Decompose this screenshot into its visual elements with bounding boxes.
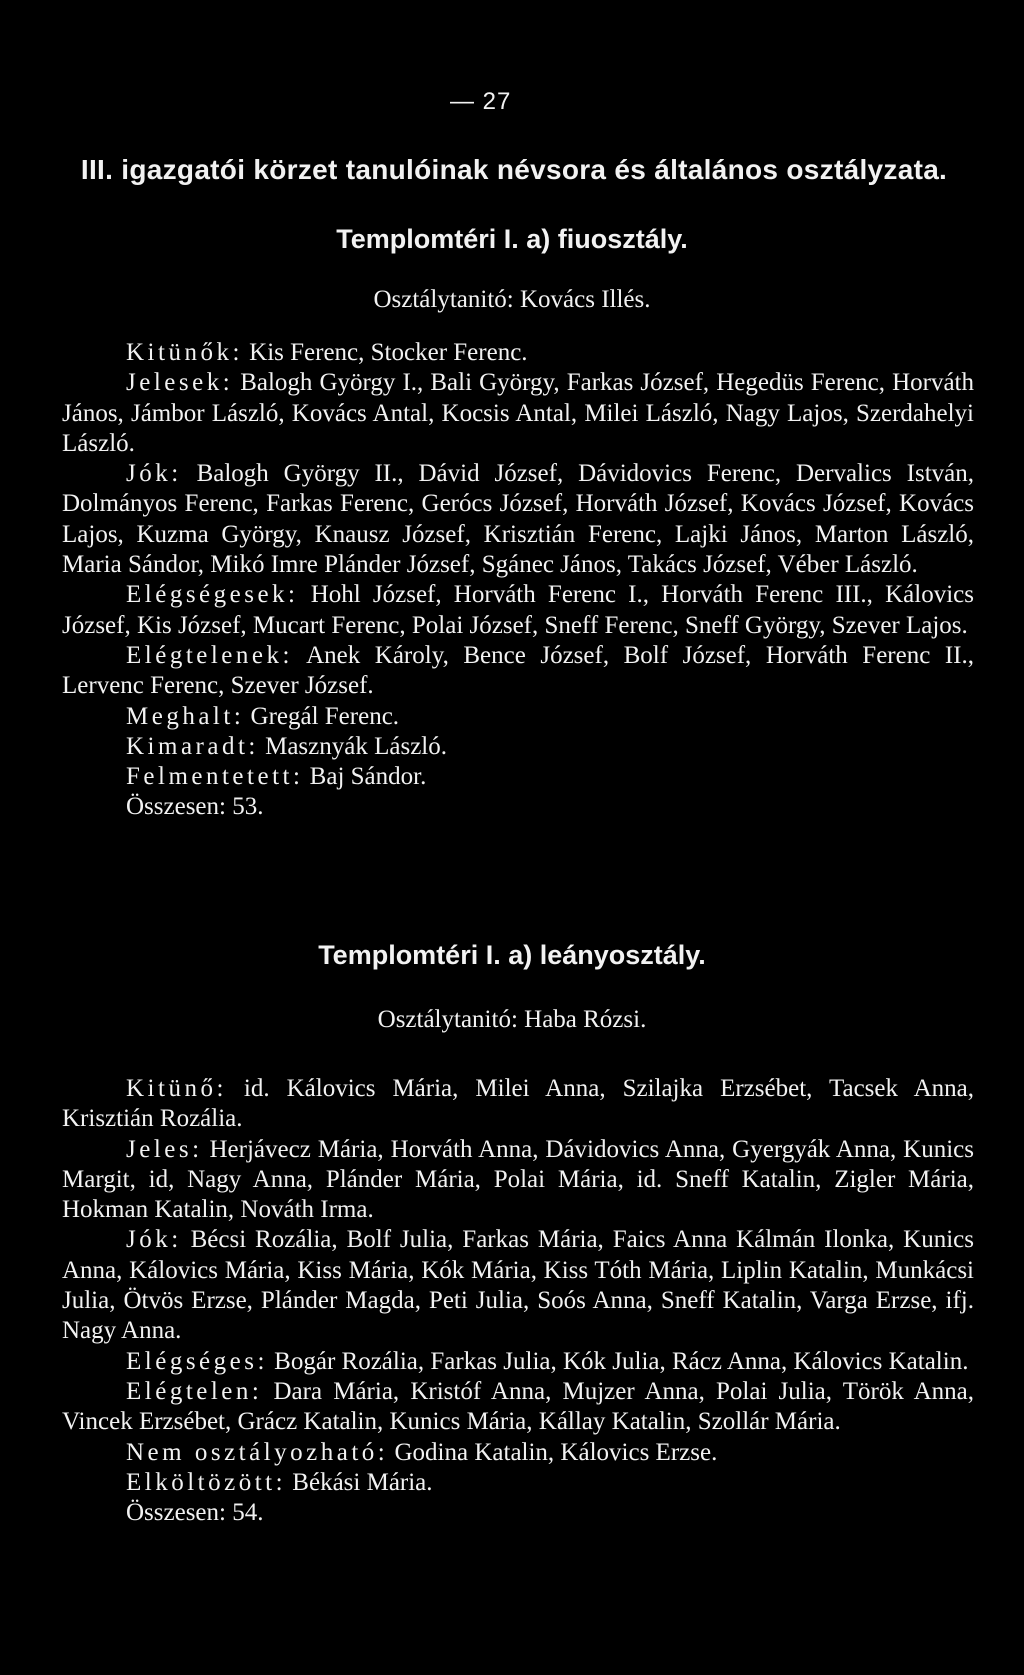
total-paragraph — [62, 1498, 974, 1528]
grade-names: Hohl József, Horváth Ferenc I., Horváth Ferenc III., Kálovics József, Kis József, Mucart Ferenc, Polai József, Sneff Ferenc, Sneff György, Szever Lajos. — [62, 581, 974, 639]
grade-label: Meghalt: — [126, 702, 245, 730]
grade-paragraph — [62, 732, 974, 762]
grade-label: Nem osztályozható: — [126, 1438, 389, 1466]
grade-paragraph — [62, 1225, 974, 1346]
grade-list-boys — [62, 338, 974, 823]
grade-label: Kitünő: — [126, 1075, 227, 1102]
grade-label: Elégtelen: — [126, 1377, 263, 1405]
grade-names: Balogh György II., Dávid József, Dávidovics Ferenc, Dervalics István, Dolmányos Ferenc, Farkas Ferenc, Gerócs József, Horváth József, Kovács József, Kovács Lajos, Kuzma György, Knausz József, Krisztián Ferenc, Lajki János, Marton László, Maria Sándor, Mikó Imre Plánder József, Sgánec János, Takács József, Véber László. — [62, 460, 974, 579]
grade-paragraph — [62, 641, 974, 702]
grade-names: Bécsi Rozália, Bolf Julia, Farkas Mária, Faics Anna Kálmán Ilonka, Kunics Anna, Kálovics Mária, Kiss Mária, Kók Mária, Kiss Tóth Mária, Liplin Katalin, Munkácsi Julia, Ötvös Erzse, Plánder Magda, Peti Julia, Soós Anna, Sneff Katalin, Varga Erzse, ifj. Nagy Anna. — [62, 1226, 974, 1345]
page-number: — 27 — [450, 88, 512, 115]
teacher-boys: Osztálytanitó: Kovács Illés. — [373, 286, 651, 313]
grade-label: Jeles: — [126, 1135, 203, 1163]
grade-names: Masznyák László. — [258, 732, 447, 760]
main-title: III. igazgatói körzet tanulóinak névsora és általános osztályzata. — [80, 154, 948, 185]
section-title-boys: Templomtéri I. a) fiuosztály. — [336, 224, 688, 254]
grade-paragraph — [62, 580, 974, 641]
grade-names: Herjávecz Mária, Horváth Anna, Dávidovics Anna, Gyergyák Anna, Kunics Margit, id, Nagy Anna, Plánder Mária, Polai Mária, id. Sneff Katalin, Zigler Mária, Hokman Katalin, Nováth Irma. — [62, 1135, 974, 1224]
grade-label: Felmentetett: — [126, 763, 304, 791]
grade-paragraph — [62, 1377, 974, 1438]
grade-list-girls — [62, 1074, 974, 1528]
grade-paragraph — [62, 1468, 974, 1498]
grade-names: Anek Károly, Bence József, Bolf József, Horváth Ferenc II., Lervenc Ferenc, Szever József. — [62, 641, 974, 700]
teacher-girls: Osztálytanitó: Haba Rózsi. — [377, 1006, 647, 1033]
grade-paragraph — [62, 762, 974, 792]
grade-label: Kitünők: — [126, 339, 243, 366]
grade-names: Godina Katalin, Kálovics Erzse. — [388, 1438, 718, 1466]
grade-label: Jelesek: — [126, 369, 234, 397]
total-paragraph — [62, 792, 974, 822]
total-count: Összesen: 53. — [126, 793, 264, 821]
grade-label: Jók: — [126, 1226, 182, 1254]
grade-paragraph — [62, 368, 974, 459]
grade-label: Elköltözött: — [126, 1468, 287, 1496]
grade-label: Kimaradt: — [126, 732, 259, 760]
grade-paragraph — [62, 702, 974, 732]
grade-paragraph — [62, 1347, 974, 1377]
grade-names: Baj Sándor. — [303, 763, 427, 791]
grade-names: Gregál Ferenc. — [244, 702, 400, 730]
grade-names: Dara Mária, Kristóf Anna, Mujzer Anna, Polai Julia, Török Anna, Vincek Erzsébet, Grácz Katalin, Kunics Mária, Kállay Katalin, Szollár Mária. — [62, 1377, 974, 1436]
grade-names: Békási Mária. — [286, 1468, 433, 1496]
grade-paragraph — [62, 1135, 974, 1226]
grade-paragraph — [62, 1438, 974, 1468]
grade-names: id. Kálovics Mária, Milei Anna, Szilajka Erzsébet, Tacsek Anna, Krisztián Rozália. — [62, 1075, 974, 1133]
grade-paragraph — [62, 338, 974, 368]
grade-paragraph — [62, 1074, 974, 1135]
grade-names: Bogár Rozália, Farkas Julia, Kók Julia, Rácz Anna, Kálovics Katalin. — [267, 1347, 969, 1375]
grade-names: Kis Ferenc, Stocker Ferenc. — [242, 339, 528, 366]
grade-names: Balogh György I., Bali György, Farkas József, Hegedüs Ferenc, Horváth János, Jámbor László, Kovács Antal, Kocsis Antal, Milei László, Nagy Lajos, Szerdahelyi László. — [62, 369, 974, 457]
grade-label: Jók: — [126, 460, 182, 488]
grade-label: Elégtelenek: — [126, 641, 293, 669]
section-title-girls: Templomtéri I. a) leányosztály. — [318, 940, 706, 970]
grade-label: Elégséges: — [126, 1347, 268, 1375]
total-count: Összesen: 54. — [126, 1499, 264, 1527]
grade-label: Elégségesek: — [126, 581, 299, 609]
grade-paragraph — [62, 459, 974, 580]
